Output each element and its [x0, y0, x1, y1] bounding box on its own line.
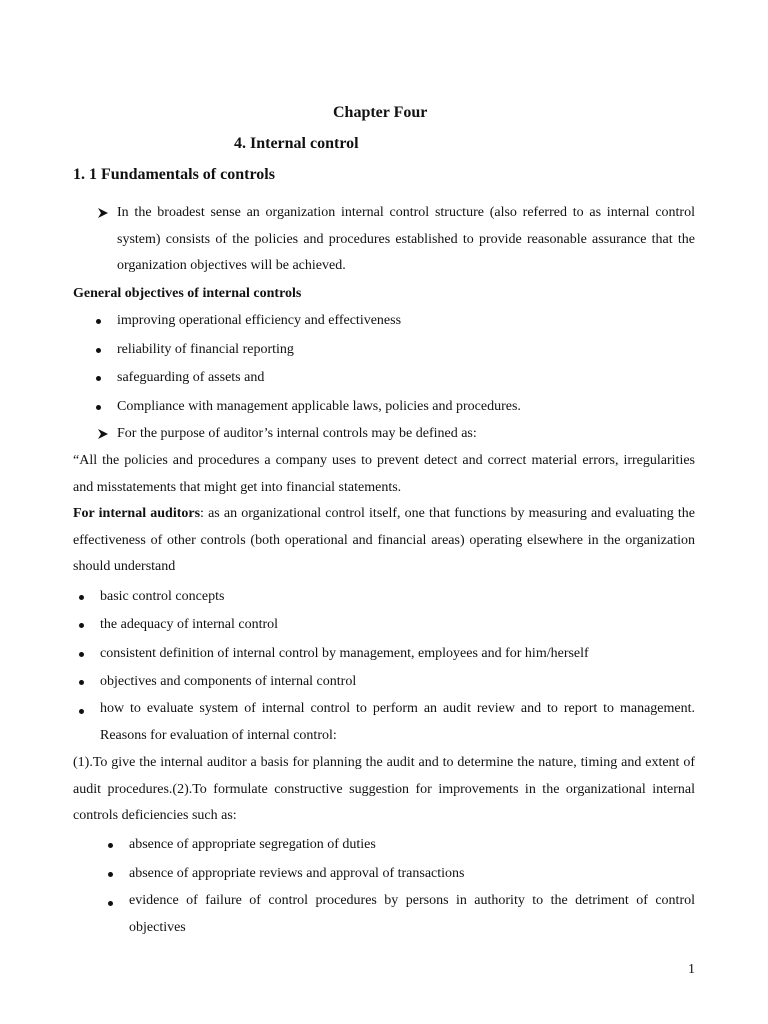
- list-item: safeguarding of assets and: [117, 370, 265, 385]
- list-item: consistent definition of internal control by management, employees and for him/herself: [100, 646, 589, 661]
- general-objectives-heading: General objectives of internal controls: [73, 286, 302, 301]
- list-item: basic control concepts: [100, 589, 225, 604]
- bullet-dot-icon: [96, 348, 101, 353]
- list-item: how to evaluate system of internal control to perform an audit review and to report to management. Reasons for evaluation of internal control:: [100, 701, 695, 743]
- internal-auditors-paragraph: [73, 501, 695, 581]
- bullet-dot-icon: [96, 405, 101, 410]
- list-item: Compliance with management applicable laws, policies and procedures.: [117, 399, 521, 414]
- bullet-dot-icon: [79, 652, 84, 657]
- list-item: reliability of financial reporting: [117, 342, 294, 357]
- bullet-dot-icon: [79, 595, 84, 600]
- chapter-title: Chapter Four: [333, 104, 428, 121]
- list-item: evidence of failure of control procedures by persons in authority to the detriment of control objectives: [129, 893, 695, 935]
- arrow-bullet-icon: [97, 428, 109, 440]
- bullet-dot-icon: [108, 843, 113, 848]
- bullet-dot-icon: [79, 680, 84, 685]
- section-title: 4. Internal control: [234, 135, 359, 152]
- list-item: the adequacy of internal control: [100, 617, 279, 632]
- bullet-dot-icon: [108, 872, 113, 877]
- bullet-dot-icon: [79, 709, 84, 714]
- subsection-title: 1. 1 Fundamentals of controls: [73, 166, 275, 183]
- internal-auditors-text: : as an organizational control itself, one that functions by measuring and evaluating the effectiveness of other controls (both operational and financial areas) operating elsewhere in the organization should understand: [73, 506, 695, 575]
- purpose-arrow-item: For the purpose of auditor’s internal controls may be defined as:: [117, 426, 477, 441]
- internal-auditors-label: For internal auditors: [73, 506, 201, 521]
- bullet-dot-icon: [79, 623, 84, 628]
- list-item: objectives and components of internal control: [100, 674, 357, 689]
- list-item: absence of appropriate segregation of duties: [129, 837, 376, 852]
- definition-quote: “All the policies and procedures a company uses to prevent detect and correct material errors, irregularities and misstatements that might get into financial statements.: [73, 453, 695, 495]
- arrow-bullet-icon: [97, 207, 109, 219]
- list-item: absence of appropriate reviews and approval of transactions: [129, 866, 465, 881]
- list-item: improving operational efficiency and effectiveness: [117, 313, 402, 328]
- intro-arrow-item: In the broadest sense an organization internal control structure (also referred to as internal control system) consists of the policies and procedures established to provide reasonable assurance that the organization objectives will be achieved.: [117, 205, 695, 274]
- bullet-dot-icon: [96, 319, 101, 324]
- page-number: 1: [688, 962, 695, 977]
- bullet-dot-icon: [108, 901, 113, 906]
- bullet-dot-icon: [96, 376, 101, 381]
- reasons-paragraph: (1).To give the internal auditor a basis for planning the audit and to determine the nature, timing and extent of audit procedures.(2).To formulate constructive suggestion for improvements in the organizational internal controls deficiencies such as:: [73, 755, 695, 824]
